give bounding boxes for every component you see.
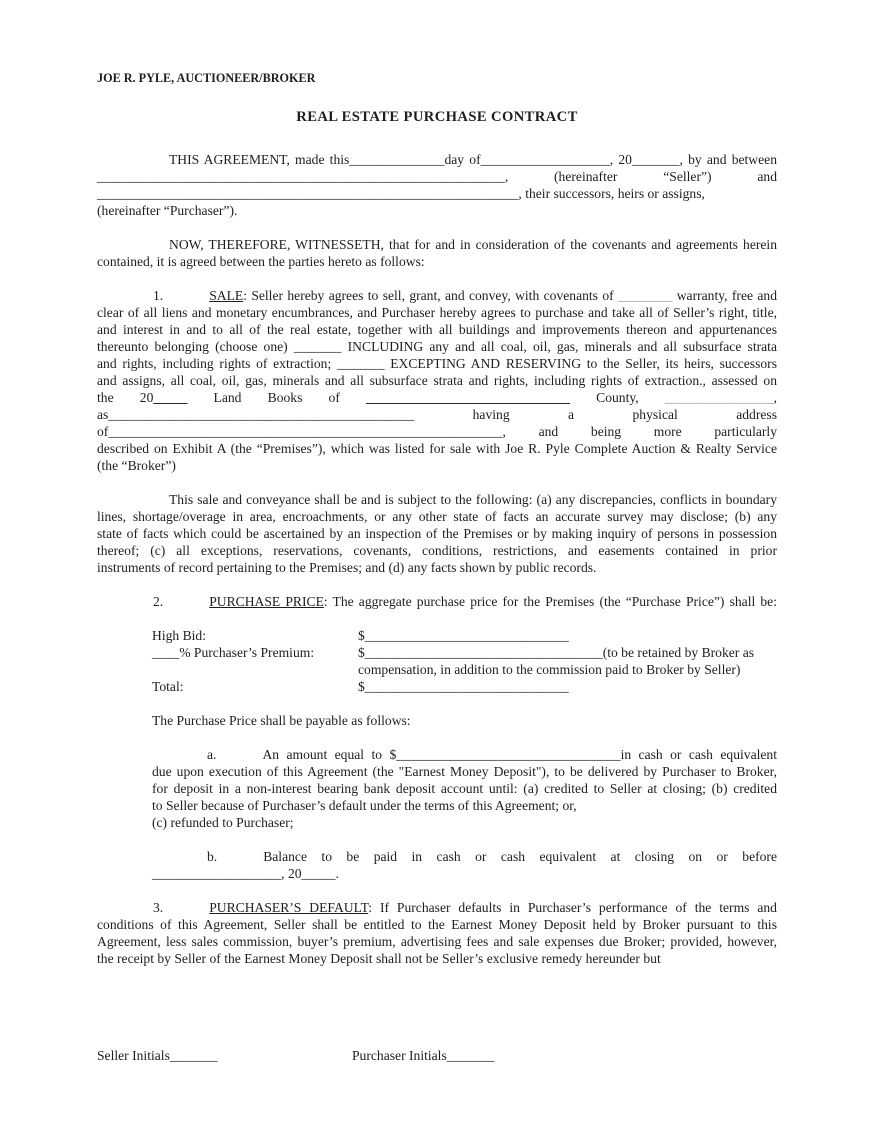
section1-text-10: , [773, 390, 777, 405]
section1-text-7: the 20 [97, 390, 154, 405]
subject-line-2: lines, shortage/overage in area, encroachments, or any other state of facts an accurate survey may disclose; (b) any [97, 509, 777, 524]
section2-heading: PURCHASE PRICE [209, 594, 324, 609]
subsection-a-line-4: to Seller because of Purchaser’s default under the terms of this Agreement; or, [152, 798, 577, 813]
subsection-b-text-3: . [335, 866, 339, 881]
document-title: REAL ESTATE PURCHASE CONTRACT [296, 109, 578, 125]
section1-line-6: and assigns, all coal, oil, gas, minerals and all subsurface strata and rights, including rights of extraction., assessed on [97, 373, 777, 388]
premium-label [152, 644, 358, 661]
broker-header: JOE R. PYLE, AUCTIONEER/BROKER [97, 71, 316, 85]
subsection-a-number: a. [207, 747, 217, 762]
section3-number: 3. [153, 900, 164, 915]
section1-text-4: INCLUDING any and all coal, oil, gas, minerals and all subsurface strata [341, 339, 777, 354]
high-bid-row [152, 627, 777, 644]
blank-warranty: ________ [618, 288, 673, 303]
subsection-a-text-2: in cash or cash equivalent [620, 747, 778, 762]
blank-closing-date: ___________________ [152, 866, 282, 881]
section1-text-12: having a physical address [414, 407, 777, 422]
section1-text-9: County, [569, 390, 665, 405]
section1-text-11: as [97, 407, 109, 422]
section1-text-5: and rights, including rights of extraction; [97, 356, 337, 371]
section3-line-1 [97, 899, 777, 916]
section1-text-14: , and being more particularly [502, 424, 777, 439]
premium-note-2: compensation, in addition to the commission paid to Broker by Seller) [358, 662, 741, 677]
section3-line-4: the receipt by Seller of the Earnest Money Deposit shall not be Seller’s exclusive remedy hereunder but [97, 951, 661, 966]
section1-text-8: Land Books of [187, 390, 367, 405]
section1-heading: SALE [209, 288, 244, 303]
section1-text-13: of [97, 424, 109, 439]
blank-purchaser-name: ______________________________________________________________ [97, 186, 519, 201]
section3-line-2: conditions of this Agreement, Seller shall be entitled to the Earnest Money Deposit held by Broker pursuant to this [97, 917, 777, 932]
blank-high-bid-amount: ______________________________ [364, 628, 569, 643]
section1-text-3: thereunto belonging (choose one) [97, 339, 294, 354]
section1-text-1: : Seller hereby agrees to sell, grant, and convey, with covenants of [243, 288, 618, 303]
subsection-a-line-5: (c) refunded to Purchaser; [152, 815, 294, 830]
purchase-price-table [97, 627, 777, 695]
premium-label-text: % Purchaser’s Premium: [179, 645, 315, 660]
intro-text-3: , 20 [609, 152, 632, 167]
subject-line-5: instruments of record pertaining to the Premises; and (d) any facts shown by public records. [97, 560, 597, 575]
blank-seller-initials: _______ [169, 1048, 218, 1063]
blank-excepting: _______ [336, 356, 385, 371]
section1-line-10: described on Exhibit A (the “Premises”), which was listed for sale with Joe R. Pyle Complete Auction & Realty Service [97, 441, 777, 456]
subsection-a-text-1: An amount equal to $ [262, 747, 397, 762]
subject-line-1: This sale and conveyance shall be and is subject to the following: (a) any discrepancies, conflicts in boundary [169, 492, 777, 507]
blank-year: _______ [631, 152, 680, 167]
blank-seller-name: ____________________________________________________________ [97, 169, 505, 184]
blank-earnest-amount: _________________________________ [396, 747, 621, 762]
intro-line-4: (hereinafter “Purchaser”). [97, 203, 238, 218]
section2-line-1 [97, 593, 777, 610]
subsection-a-line-2: due upon execution of this Agreement (the "Earnest Money Deposit"), to be delivered by Purchaser to Broker, [152, 764, 777, 779]
section1-line-5 [97, 355, 777, 372]
section1-line-1 [97, 287, 777, 304]
blank-land-books-year: _____ [153, 390, 188, 405]
subsection-b-line-1 [97, 848, 777, 865]
subsection-a-line-3: for deposit in a non-interest bearing bank deposit account until: (a) credited to Seller at closing; (b) credited [152, 781, 777, 796]
section1-number: 1. [153, 288, 164, 303]
subsection-b-number: b. [207, 849, 218, 864]
intro-line-2 [97, 168, 777, 185]
blank-including: _______ [293, 339, 342, 354]
section1-line-3: and interest in and to all of the real estate, together with all buildings and improvements thereon and appurtenances [97, 322, 777, 337]
purchaser-initials-label: Purchaser Initials [352, 1048, 447, 1063]
total-label: Total: [152, 679, 184, 694]
subject-line-3: state of facts which could be ascertained by an inspection of the Premises or by making inquiry of persons in possession [97, 526, 777, 541]
high-bid-label: High Bid: [152, 628, 207, 643]
section3-text-1: : If Purchaser defaults in Purchaser’s performance of the terms and [368, 900, 777, 915]
blank-assessed-as: _____________________________________________ [108, 407, 415, 422]
section1-line-2: clear of all liens and monetary encumbrances, and Purchaser hereby agrees to purchase and take all of Seller’s right, title, [97, 305, 777, 320]
seller-initials [97, 1048, 217, 1063]
blank-county-name: ______________________________ [366, 390, 570, 405]
witnesseth-line-2: contained, it is agreed between the parties hereto as follows: [97, 254, 425, 269]
subject-line-4: thereof; (c) all exceptions, reservations, covenants, conditions, restrictions, and easements contained in prior [97, 543, 777, 558]
blank-day: ______________ [349, 152, 445, 167]
seller-initials-label: Seller Initials [97, 1048, 170, 1063]
section3-heading: PURCHASER’S DEFAULT [209, 900, 369, 915]
blank-total-amount: ______________________________ [364, 679, 569, 694]
witnesseth-line-1: NOW, THEREFORE, WITNESSETH, that for and in consideration of the covenants and agreements herein [169, 237, 777, 252]
section1-line-11: (the “Broker”) [97, 458, 176, 473]
section1-line-7 [97, 389, 777, 406]
dollar-sign: $ [358, 645, 365, 660]
intro-line-1 [97, 151, 777, 168]
premium-row [152, 644, 777, 661]
subsection-b-text-2: , 20 [281, 866, 302, 881]
intro-text-1: THIS AGREEMENT, made this [169, 152, 350, 167]
section1-line-4 [97, 338, 777, 355]
blank-closing-year: _____ [301, 866, 336, 881]
section3-line-3: Agreement, less sales commission, buyer’s premium, advertising fees and sale expenses due Broker; provided, however, [97, 934, 777, 949]
premium-note-row [152, 661, 777, 678]
blank-purchaser-initials: _______ [446, 1048, 495, 1063]
blank-state: ________________ [664, 390, 774, 405]
document-content [97, 70, 777, 967]
purchaser-initials [352, 1047, 494, 1064]
total-row [152, 678, 777, 695]
intro-text-2: day of [444, 152, 481, 167]
section1-line-8 [97, 406, 777, 423]
dollar-sign: $ [358, 679, 365, 694]
payable-line: The Purchase Price shall be payable as follows: [152, 713, 411, 728]
section1-text-6: EXCEPTING AND RESERVING to the Seller, its heirs, successors [384, 356, 777, 371]
intro-text-6: , their successors, heirs or assigns, [518, 186, 705, 201]
section1-line-9 [97, 423, 777, 440]
intro-text-4: , by and between [679, 152, 777, 167]
blank-month: ___________________ [480, 152, 610, 167]
section2-text: : The aggregate purchase price for the Premises (the “Purchase Price”) shall be: [323, 594, 777, 609]
dollar-sign: $ [358, 628, 365, 643]
section2-number: 2. [153, 594, 164, 609]
intro-line-3 [97, 185, 777, 202]
blank-premium-amount: ___________________________________ [364, 645, 603, 660]
section1-text-2: warranty, free and [672, 288, 777, 303]
blank-premium-percent: ____ [152, 645, 180, 660]
subsection-b-text-1: Balance to be paid in cash or cash equivalent at closing on or before [263, 849, 777, 864]
initials-footer [97, 1047, 777, 1064]
blank-physical-address: __________________________________________________________ [108, 424, 503, 439]
intro-text-5: , (hereinafter “Seller”) and [504, 169, 777, 184]
subsection-a-line-1 [97, 746, 777, 763]
premium-note-1: (to be retained by Broker as [602, 645, 755, 660]
subsection-b-line-2 [97, 865, 777, 882]
